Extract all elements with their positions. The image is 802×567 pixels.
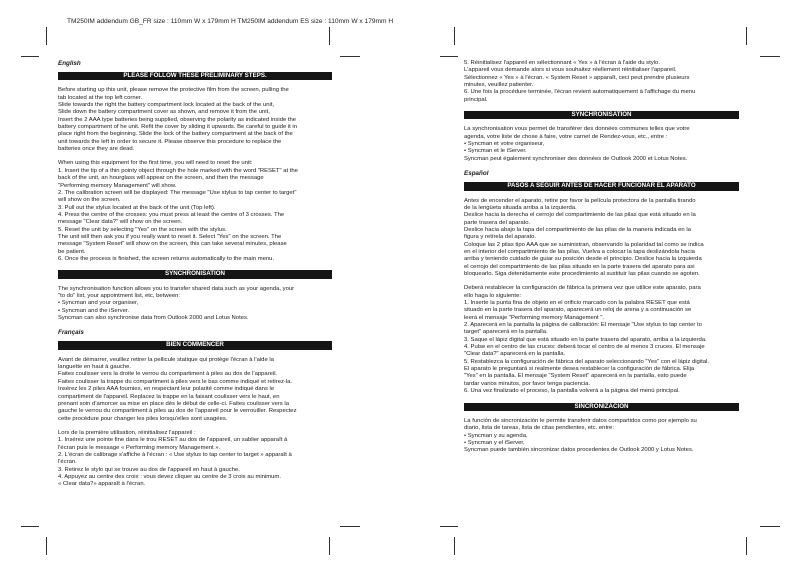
text-line: arriba y teniendo cuidado de guiar su posición desde el principio. Deslice hacia la izquierda <box>464 256 702 263</box>
en-sync <box>58 286 332 323</box>
text-line: Avant de démarrer, veuillez retirer la pellicule statique qui protège l'écran à l'aide la <box>58 356 274 363</box>
text-line: leerá el mensaje "Performing memory Management ". <box>464 314 605 321</box>
text-line: El aparato le preguntará si realmente desea restablecer la configuración de fábrica. Elija <box>464 366 695 373</box>
en-steps <box>58 160 332 263</box>
left-page <box>58 60 332 496</box>
text-line: principal. <box>464 96 488 103</box>
text-line: Insérez les 2 piles AAA fournies, en respectant leur polarité comme indiqué dans le <box>58 386 275 393</box>
crop-mark <box>46 537 47 555</box>
text-line: back of the unit, an hourglass will appear on the screen, and then the message <box>58 175 264 182</box>
text-line: target" aparecerá en la pantalla. <box>464 329 548 336</box>
text-line: Deslice hacia abajo la tapa del compartimiento de las pilas de la manera indicada en la <box>464 226 691 233</box>
text-line: The synchronisation function allows you to transfer shared data such as your agenda, your <box>58 285 295 292</box>
text-line: 4. Pulse en el centro de las cruces: deberá tocar el centro de al menos 3 cruces. El mensaje <box>464 344 705 351</box>
text-line: • Syncman and your organiser, <box>58 300 139 307</box>
text-line: 3. Retirez le stylo qui se trouve au dos de l'appareil en haut à gauche. <box>58 466 240 473</box>
text-line: diario, lista de tareas, lista de citas pendientes, etc. entre: <box>464 425 614 432</box>
text-line: 6. Once the process is finished, the screen returns automatically to the main menu. <box>58 255 275 262</box>
text-line: agenda, votre liste de chose à faire, votre carnet de Rendez-vous, etc., entre : <box>464 133 668 140</box>
text-line: message "System Reset" will show on the screen, this can take several minutes, please <box>58 241 287 248</box>
fr-steps-cont <box>464 60 739 104</box>
text-line: "Performing memory Management" will show. <box>58 182 177 189</box>
text-line: "Clear data?" aparecerá en la pantalla. <box>464 351 566 358</box>
text-line: "Yes" en la pantalla. El mensaje "System Reset" aparecerá en la pantalla, esto puede <box>464 373 687 380</box>
crop-mark <box>329 27 330 45</box>
crop-mark <box>746 537 747 555</box>
es-sync <box>464 418 739 455</box>
right-page <box>464 60 739 462</box>
text-line: Deslice hacia la derecha el cerrojo del compartimiento de las pilas que está situado en la <box>464 212 696 219</box>
text-line: de la lengüeta situada arriba a la izquierda. <box>464 204 577 211</box>
text-line: tab located at the top left corner. <box>58 94 143 101</box>
text-line: tardar varios minutos, por favor tenga paciencia. <box>464 380 591 387</box>
text-line: will show on the screen. <box>58 197 121 204</box>
crop-mark <box>340 56 360 57</box>
text-line: 3. Pull out the stylus located at the back of the unit (Top left). <box>58 204 216 211</box>
text-line: 1. Insert the tip of a thin pointy object through the hole marked with the word "RESET" at the <box>58 167 298 174</box>
text-line: message "Clear data?" will show on the screen. <box>58 219 183 226</box>
crop-mark <box>46 27 47 45</box>
text-line: Sélectionnez « Yes » à l'écran. « System Reset » apparaît, ceci peut prendre plusieurs <box>464 74 690 81</box>
en-sync-title: SYNCHRONISATION <box>58 270 332 278</box>
crop-mark <box>340 526 360 527</box>
text-line: el cerrojo del compartimiento de las pilas situado en la parte trasera del aparato para asi <box>464 263 695 270</box>
text-line: languette en haut à gauche. <box>58 364 132 371</box>
text-line: situado en la parte trasera del aparato, aparecerá un reloj de arena y a continuación se <box>464 307 692 314</box>
text-line: Slide down the battery compartment cover as shown, and remove it from the unit, <box>58 109 270 116</box>
text-line: When using this equipment for the first time, you will need to reset the unit: <box>58 160 253 167</box>
text-line: ello haga lo siguiente: <box>464 292 521 299</box>
text-line: Slide towards the right the battery compartment lock located at the back of the unit, <box>58 102 275 109</box>
espanol-label: Español <box>464 170 489 178</box>
text-line: The unit will then ask you if you really want to reset it. Select "Yes" on the screen. The <box>58 233 282 240</box>
text-line: 6. Una vez finalizado el proceso, la pantalla volverá a la página del menú principal. <box>464 388 680 395</box>
text-line: • Syncman et le iServer. <box>464 148 527 155</box>
crop-mark <box>454 537 455 555</box>
english-label: English <box>58 60 81 67</box>
text-line: cette procédure pour changer les piles lorsqu'elles sont usagées. <box>58 415 228 422</box>
crop-mark <box>440 56 458 57</box>
text-line: La synchronisation vous permet de transférer des données communes telles que votre <box>464 126 690 133</box>
text-line: « Clear data?» apparaît à l'écran. <box>58 481 146 488</box>
text-line: Syncman peut également synchroniser des données de Outlook 2000 et Lotus Notes. <box>464 155 688 162</box>
francais-label: Français <box>58 329 84 337</box>
text-line: parte trasera del aparato. <box>464 219 531 226</box>
text-line: L'appareil vous demande alors si vous souhaitez réellement réinitialiser l'appareil. <box>464 67 677 74</box>
crop-mark <box>454 27 455 45</box>
text-line: • Syncman y el iServer, <box>464 439 525 446</box>
text-line: 6. Une fois la procédure terminée, l'écran revient automatiquement à l'affichage du menu <box>464 89 696 96</box>
crop-mark <box>760 526 780 527</box>
text-line: "to do" list, your appointment list, etc, between: <box>58 293 181 300</box>
text-line: 1. Insérez une pointe fine dans le trou RESET au dos de l'appareil, un sablier apparaît à <box>58 437 288 444</box>
text-line: 5. Reset the unit by selecting "Yes" on the screen with the stylus. <box>58 226 227 233</box>
text-line: place right from the beginning. Slide the lock of the battery compartment at the back of the <box>58 131 293 138</box>
text-line: compartiment de l'appareil. Replacez la trappe en la faisant coulisser vers le haut, en <box>58 393 280 400</box>
es-sync-title: SINCRONIZACIÓN <box>464 403 739 411</box>
text-line: batteries once they are dead. <box>58 146 135 153</box>
text-line: l'écran puis le message « Performing memory Management ». <box>58 444 221 451</box>
text-line: l'écran. <box>58 459 77 466</box>
en-intro <box>58 87 332 153</box>
en-prelim-title: PLEASE FOLLOW THESE PRELIMINARY STEPS. <box>58 72 332 80</box>
text-line: • Syncman y su agenda, <box>464 432 528 439</box>
text-line: 2. Aparecerá en la pantalla la página de calibración: El mensaje "Use stylus to tap center to <box>464 322 702 329</box>
text-line: prenant soin d'amorcer sa mise en place dès le début de celle-ci. Faites coulisser vers la <box>58 400 289 407</box>
crop-mark <box>21 56 39 57</box>
text-line: be patient. <box>58 248 86 255</box>
text-line: • Syncman and the iServer. <box>58 307 130 314</box>
text-line: battery compartment of he unit. Refit the cover by sliding it upwards. Be careful to guide it in <box>58 124 298 131</box>
text-line: minutes, veuillez patienter. <box>464 82 534 89</box>
fr-title: BIEN COMMENCER <box>58 341 332 349</box>
text-line: 4. Press the centre of the crosses: you must press at least the centre of 3 crosses. The <box>58 211 285 218</box>
fr-sync <box>464 126 739 163</box>
text-line: Deberá restablecer la configuración de fábrica la primera vez que utilice este aparato, para <box>464 285 701 292</box>
text-line: Faites coulisser vers la droite le verrou du compartiment à piles au dos de l'appareil. <box>58 371 278 378</box>
fr-sync-title: SYNCHRONISATION <box>464 111 739 119</box>
crop-mark <box>746 27 747 45</box>
text-line: 3. Saque el lápiz digital que está situado en la parte trasera del aparato, arriba a la izquierda. <box>464 336 707 343</box>
text-line: 2. L'écran de calibrage s'affiche à l'écran : « Use stylus to tap center to target » apparaît à <box>58 451 292 458</box>
fr-steps <box>58 430 332 489</box>
text-line: Faites coulisser la trappe du compartiment à piles vers le bas comme indiqué et retirez-la. <box>58 378 293 385</box>
text-line: bloquearlo. Siga detenidamente este procedimiento al sustituir las pilas cuando se agoten. <box>464 271 700 277</box>
page-header: TM250IM addendum GB_FR size : 110mm W x 179mm H TM250IM addendum ES size : 110mm W x 179mm H <box>67 18 394 25</box>
text-line: 4. Appuyez au centre des croix : vous devez cliquer au centre de 3 croix au minimum. <box>58 473 281 480</box>
text-line: Before starting up this unit, please remove the protective film from the screen, pulling the <box>58 87 289 94</box>
text-line: Lors de la première utilisation, réinitialisez l'appareil : <box>58 429 196 436</box>
text-line: 5. Réinitialisez l'appareil en sélectionnant « Yes » à l'écran à l'aide du stylo. <box>464 60 660 66</box>
fr-intro <box>58 357 332 423</box>
es-steps <box>464 285 739 395</box>
text-line: gauche le verrou du compartiment à piles au dos de l'appareil pour le verrouiller. Respectez <box>58 408 297 415</box>
es-title: PASOS A SEGUIR ANTES DE HACER FUNCIONAR EL APARATO <box>464 182 739 190</box>
text-line: 5. Restablezca la configuración de fábrica del aparato seleccionando "Yes" con el lápiz digital. <box>464 358 709 365</box>
crop-mark <box>21 526 39 527</box>
text-line: Insert the 2 AAA type batteries being supplied, observing the polarity as indicated inside the <box>58 116 297 123</box>
es-intro <box>464 198 739 279</box>
text-line: en el interior del compartimiento de las pilas. Vuelva a colocar la tapa deslizándola hacia <box>464 248 695 255</box>
text-line: La función de sincronización le permite transferir datos compartidos como por ejemplo su <box>464 417 697 424</box>
text-line: Antes de encender el aparato, retire por favor la película protectora de la pantalla tirando <box>464 197 696 204</box>
text-line: Coloque las 2 pilas tipo AAA que se suministran, observando la polaridad tal como se indica <box>464 241 704 248</box>
text-line: Syncman can also synchronise data from Outlook 2000 and Lotus Notes. <box>58 315 249 322</box>
crop-mark <box>329 537 330 555</box>
crop-mark <box>760 56 780 57</box>
text-line: figura y retírela del aparato. <box>464 234 537 241</box>
text-line: 2. The calibration screen will be displayed: The message "Use stylus to tap center to target" <box>58 189 297 196</box>
text-line: unit towards the left in order to secure it. Please observe this procedure to replace the <box>58 138 282 145</box>
text-line: Syncman puede también sincronizar datos procedentes de Outlook 2000 y Lotus Notes. <box>464 447 694 454</box>
text-line: • Syncman et votre organiseur, <box>464 141 545 148</box>
text-line: 1. Inserte la punta fina de objeto en el orificio marcado con la palabra RESET que está <box>464 300 690 307</box>
crop-mark <box>440 526 458 527</box>
